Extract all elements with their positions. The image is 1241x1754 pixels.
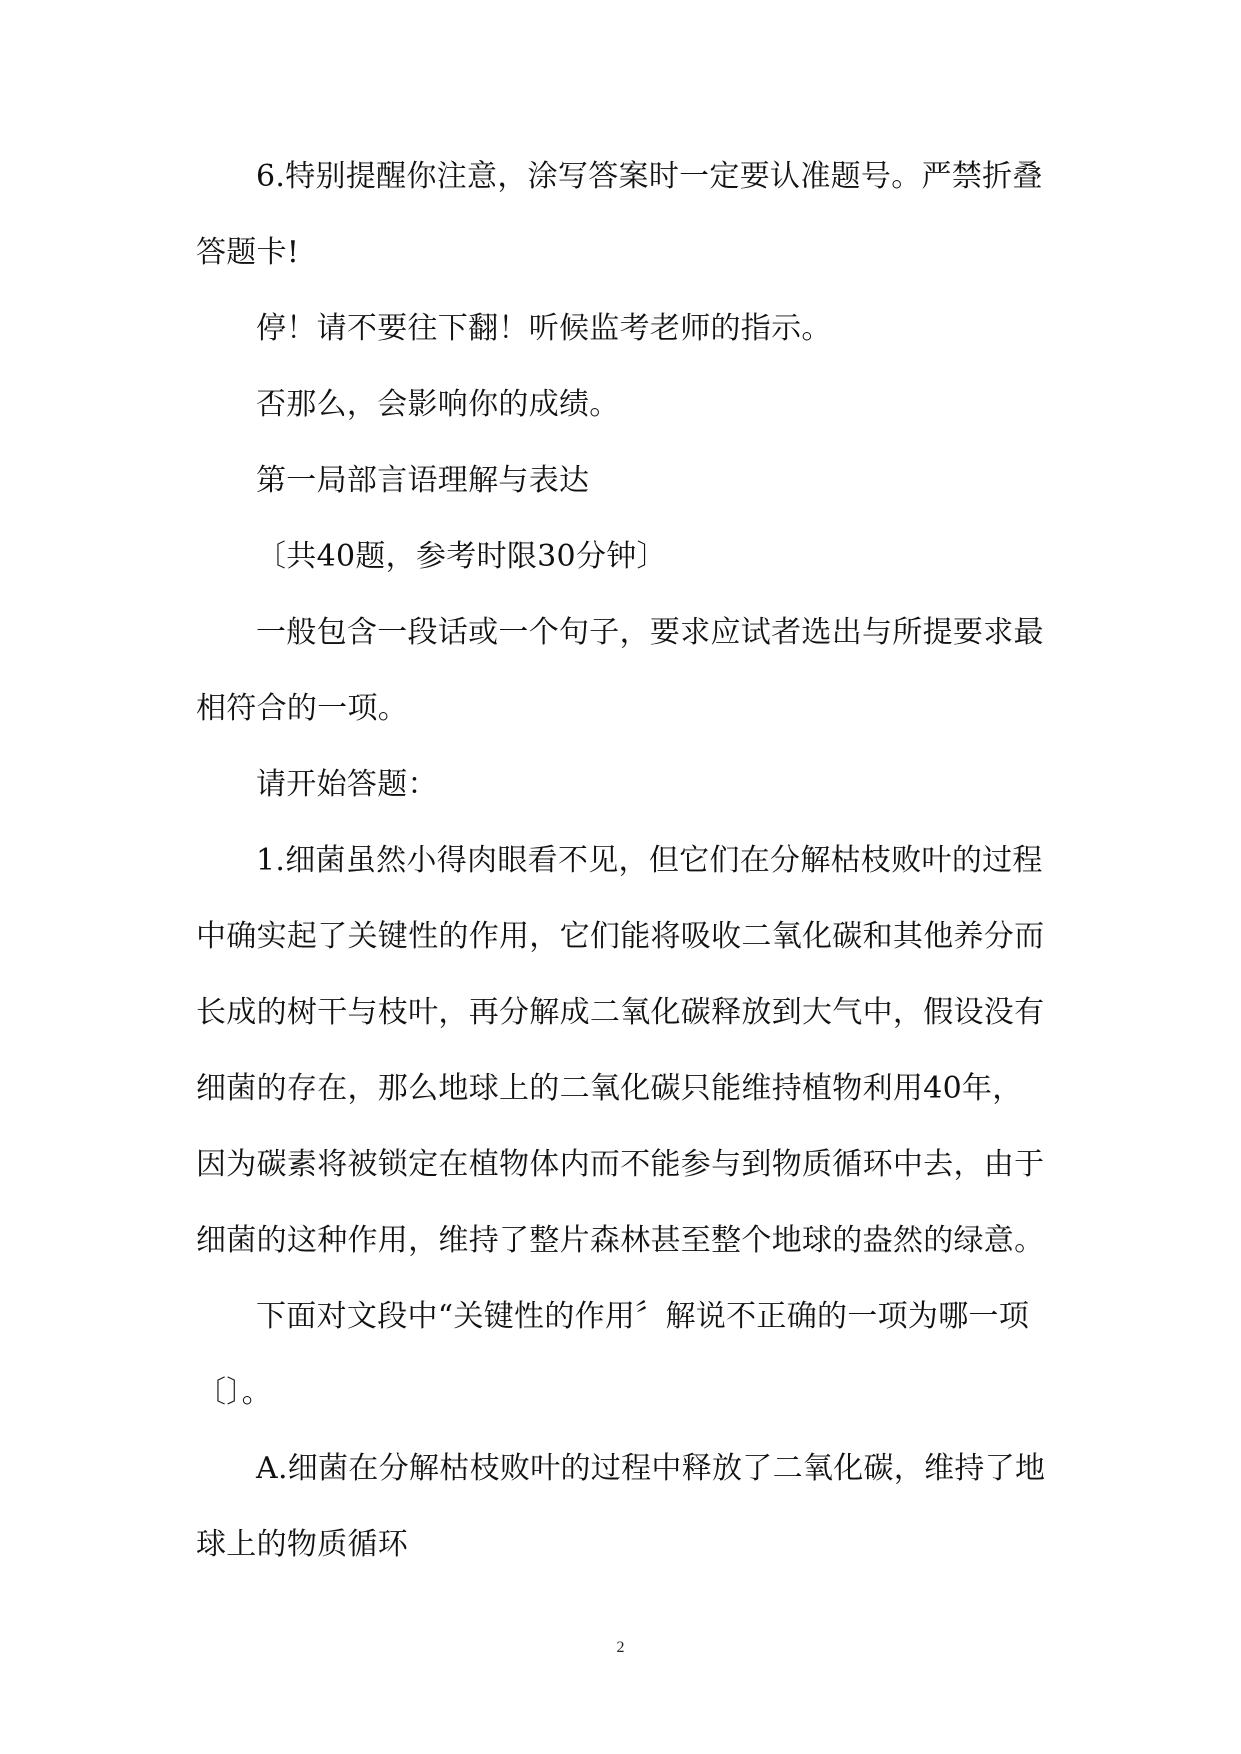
paragraph: 停！请不要往下翻！听候监考老师的指示。 xyxy=(256,311,832,346)
paragraph: 否那么，会影响你的成绩。 xyxy=(256,387,620,422)
section-heading: 第一局部言语理解与表达 xyxy=(256,463,590,498)
question-prompt: 下面对文段中“关键性的作用〞解说不正确的一项为哪一项〔〕。 xyxy=(196,1299,1030,1410)
page-number: 2 xyxy=(616,1639,625,1656)
answer-option: A.细菌在分解枯枝败叶的过程中释放了二氧化碳，维持了地球上的物质循环 xyxy=(196,1451,1046,1562)
section-note: 〔共40题，参考时限30分钟〕 xyxy=(256,539,667,574)
paragraph: 一般包含一段话或一个句子，要求应试者选出与所提要求最相符合的一项。 xyxy=(196,615,1044,726)
paragraph: 6.特别提醒你注意，涂写答案时一定要认准题号。严禁折叠答题卡! xyxy=(196,159,1043,270)
document-body xyxy=(196,139,1046,1583)
paragraph: 请开始答题： xyxy=(256,767,438,802)
question-passage: 1.细菌虽然小得肉眼看不见，但它们在分解枯枝败叶的过程中确实起了关键性的作用，它们能将吸收二氧化碳和其他养分而长成的树干与枝叶，再分解成二氧化碳释放到大气中，假设没有细菌的存在，那么地球上的二氧化碳只能维持植物利用40年，因为碳素将被锁定在植物体内而不能参与到物质循环中去，由于细菌的这种作用，维持了整片森林甚至整个地球的盎然的绿意。 xyxy=(196,843,1045,1258)
